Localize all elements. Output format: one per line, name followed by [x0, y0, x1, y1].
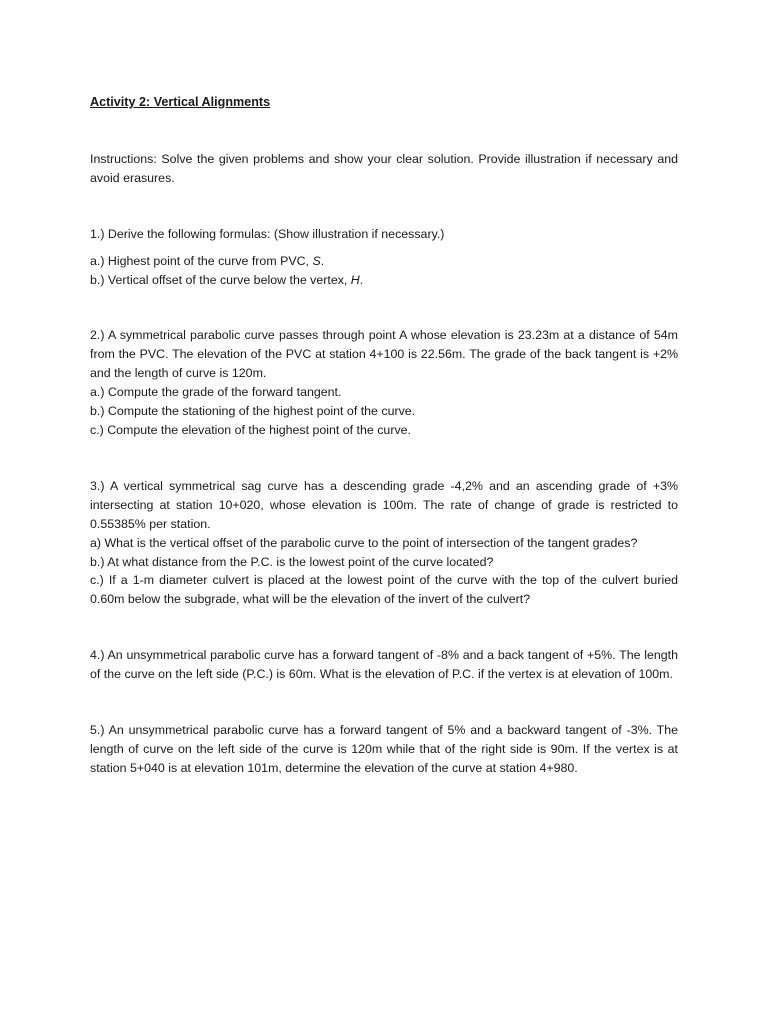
problem-3-stem: 3.) A vertical symmetrical sag curve has a descending grade -4,2% and an ascending grade of +3% intersecting at station 10+020, whose elevation is 100m. The rate of change of grade is restricted to 0.55385% per station.: [90, 478, 678, 531]
problem-5: [90, 721, 678, 778]
problem-3: [90, 477, 678, 609]
instructions-text: Instructions: Solve the given problems and show your clear solution. Provide illustration if necessary and avoid erasures.: [90, 151, 678, 185]
problem-2-item-b: b.) Compute the stationing of the highest point of the curve.: [90, 404, 416, 419]
problem-1-item-a: a.) Highest point of the curve from PVC, S.: [90, 253, 325, 268]
problem-2: [90, 326, 678, 439]
problem-4-stem: 4.) An unsymmetrical parabolic curve has a forward tangent of -8% and a back tangent of +5%. The length of the curve on the left side (P.C.) is 60m. What is the elevation of P.C. if the vertex is at elevation of 100m.: [90, 648, 678, 682]
problem-3-item-c: c.) If a 1-m diameter culvert is placed at the lowest point of the curve with the top of the culvert buried 0.60m below the subgrade, what will be the elevation of the invert of the culvert?: [90, 573, 678, 607]
variable-s: S: [312, 253, 321, 268]
problem-5-stem: 5.) An unsymmetrical parabolic curve has a forward tangent of 5% and a backward tangent of -3%. The length of curve on the left side of the curve is 120m while that of the right side is 90m. If the vertex is at station 5+040 is at elevation 101m, determine the elevation of the curve at station 4+980.: [90, 723, 678, 775]
problem-4: [90, 646, 678, 684]
problem-3-item-b: b.) At what distance from the P.C. is the lowest point of the curve located?: [90, 554, 494, 569]
problem-2-item-c: c.) Compute the elevation of the highest point of the curve.: [90, 422, 411, 437]
problem-1: [90, 225, 678, 290]
document-page: [90, 93, 678, 815]
problem-1-stem: 1.) Derive the following formulas: (Show illustration if necessary.): [90, 226, 445, 241]
problem-1-item-b: b.) Vertical offset of the curve below the vertex, H.: [90, 272, 364, 287]
variable-h: H: [350, 272, 360, 287]
document-title: Activity 2: Vertical Alignments: [90, 95, 271, 109]
problem-2-item-a: a.) Compute the grade of the forward tangent.: [90, 385, 342, 400]
problem-2-stem: 2.) A symmetrical parabolic curve passes through point A whose elevation is 23.23m at a distance of 54m from the PVC. The elevation of the PVC at station 4+100 is 22.56m. The grade of the back tangent is +2% and the length of curve is 120m.: [90, 328, 678, 381]
problem-3-item-a: a) What is the vertical offset of the parabolic curve to the point of intersection of the tangent grades?: [90, 535, 638, 550]
